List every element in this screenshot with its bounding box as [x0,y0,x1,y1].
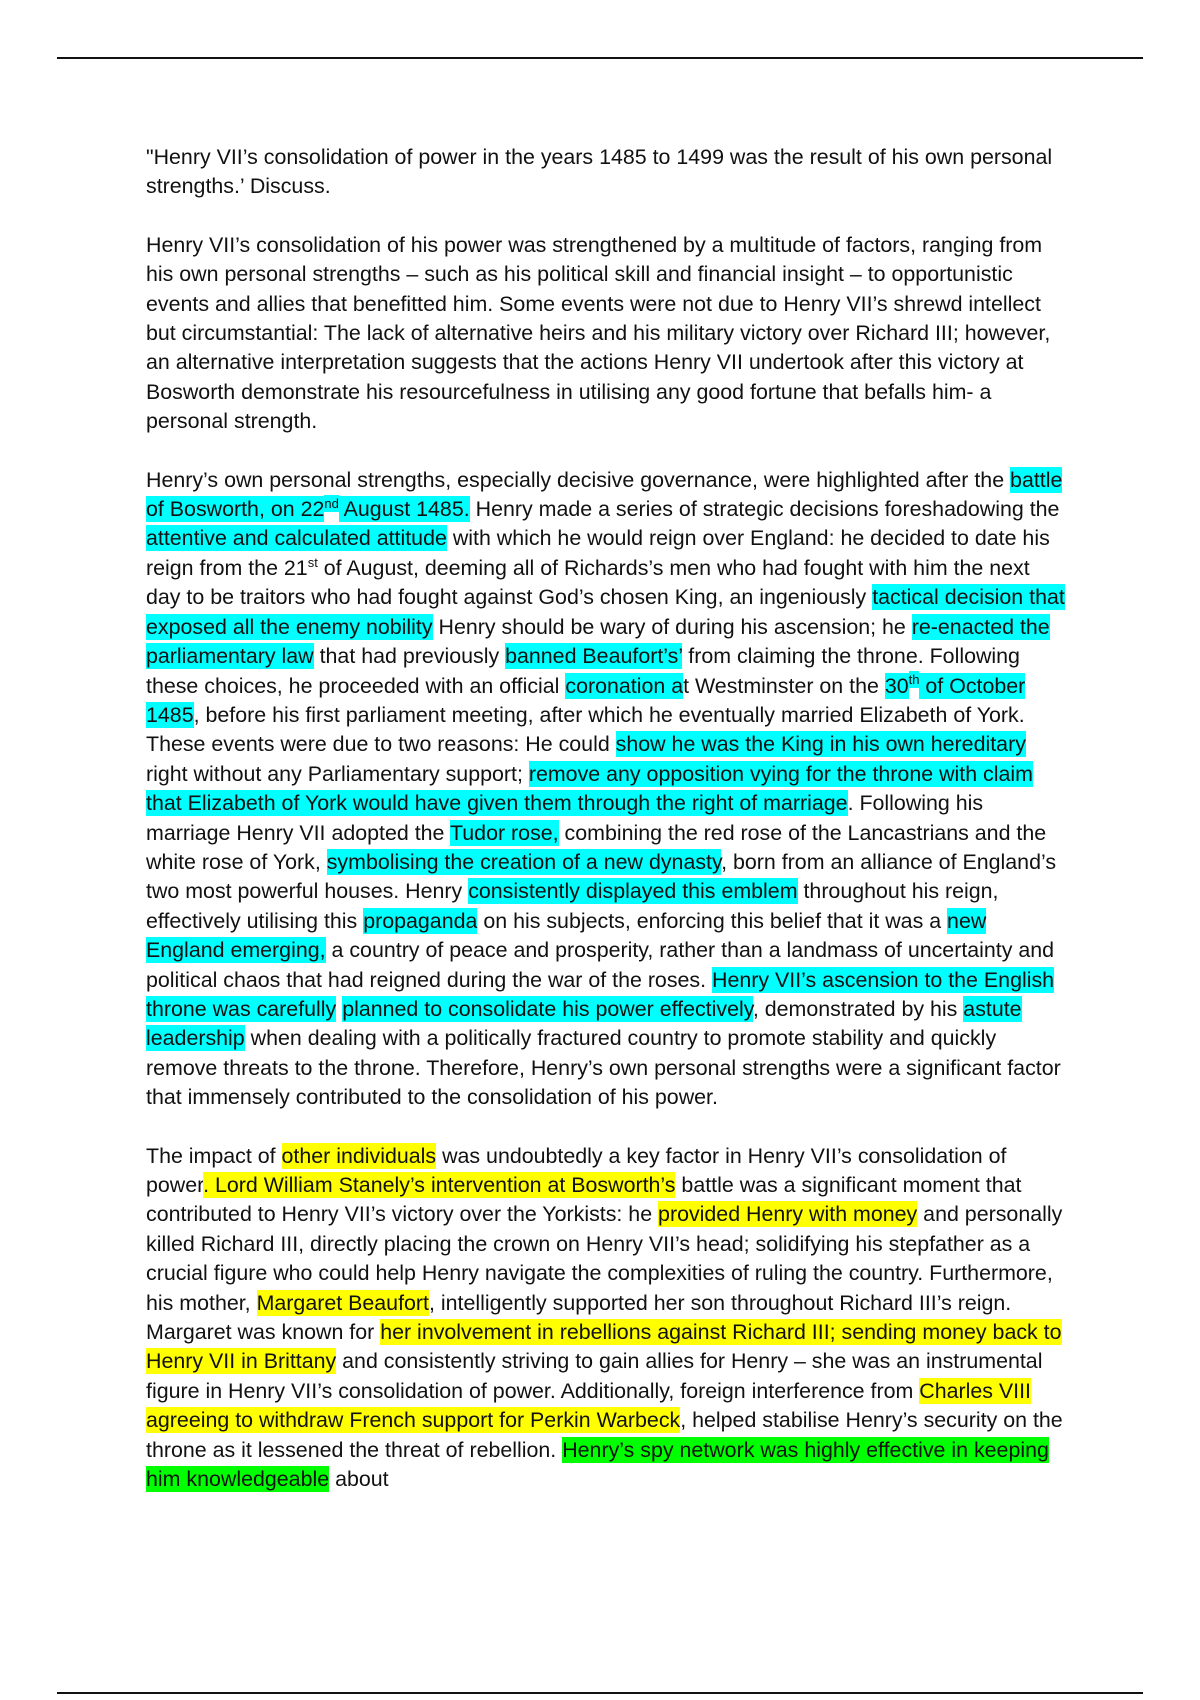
text-run: on his subjects, enforcing this belief that it was a [477,908,948,933]
highlight-yellow: . Lord William Stanely’s intervention at Bosworth’s [203,1173,676,1197]
highlight-cyan: August 1485. [338,497,470,522]
highlight-cyan: re-enacted the parliamentary law [146,614,1050,669]
text-run: , intelligently supported her son throughout Richard III’s reign. Margaret was known for [146,1290,1012,1345]
highlight-cyan-superscript: th [908,672,920,688]
header-rule [57,57,1143,59]
text-run: of August, deeming all of Richards’s men who had fought with him the next day to be traitors who had fought against God’s chosen King, an ingeniously [146,555,1030,610]
highlight-cyan: banned Beaufort’s’ [505,644,683,669]
highlight-cyan: tactical decision that exposed all the enemy nobility [146,585,1065,639]
text-run: that had previously [313,644,506,669]
superscript: st [307,554,318,570]
highlight-cyan-superscript: nd [324,495,339,511]
highlight-yellow: provided Henry with money [658,1202,918,1227]
text-run: throughout his reign, effectively utilising this [146,879,999,933]
highlight-cyan: symbolising the creation of a new dynasty [326,849,722,874]
highlight-cyan: astute leadership [146,996,1022,1051]
text-run: with which he would reign over England: he decided to date his reign from the 21 [146,526,1050,580]
highlight-yellow: her involvement in rebellions against Richard III; sending money back to Henry VII in Brittany [146,1320,1062,1374]
text-run: was undoubtedly a key factor in Henry VII’s consolidation of power [146,1143,1007,1197]
text-run: from claiming the throne. Following these choices, he proceeded with an official [146,644,1020,698]
highlight-cyan: of October 1485 [146,673,1026,727]
other-individuals-paragraph [146,1142,1070,1495]
highlight-cyan: planned to consolidate his power effectively [342,996,753,1021]
highlight-yellow: Charles VIII agreeing to withdraw French support for Perkin Warbeck [146,1378,1031,1433]
text-run: The impact of [146,1143,282,1168]
highlight-yellow: Margaret Beaufort [256,1290,429,1315]
text-run: t Westminster on the [683,673,885,698]
highlight-yellow: other individuals [281,1143,437,1168]
highlight-cyan: propaganda [363,908,478,933]
footer-rule [57,1692,1143,1694]
text-run: , before his first parliament meeting, after which he eventually married Elizabeth of York. These events were due to two reasons: He could [146,702,1025,757]
highlight-cyan: Henry VII’s ascension to the English throne was carefully [146,967,1055,1021]
text-run: and consistently striving to gain allies for Henry – she was an instrumental figure in Henry VII’s consolidation of power. Additionally, foreign interference from [146,1349,1043,1403]
highlight-cyan: battle of Bosworth, on 22 [146,467,1063,522]
text-run: , demonstrated by his [752,996,964,1021]
personal-strengths-paragraph [146,466,1070,1113]
text-run: . Following his marriage Henry VII adopted the [146,791,984,845]
text-run: a country of peace and prosperity, rather than a landmass of uncertainty and political chaos that had reigned during the war of the roses. [146,938,1055,992]
document-body [146,143,1070,1523]
highlight-cyan: 30 [884,673,909,698]
text-run: Henry should be wary of during his ascension; he [432,614,912,639]
text-run: Henry VII’s consolidation of his power was strengthened by a multitude of factors, ranging from his own personal strengths – such as his political skill and financial insight – to opportunistic events and allies that benefitted him. Some events were not due to Henry VII’s shrewd intellect but circumstantial: The lack of alternative heirs and his military victory over Richard III; however, an alternative interpretation suggests that the actions Henry VII undertook after this victory at Bosworth demonstrate his resourcefulness in utilising any good fortune that befalls him- a personal strength. [146,232,1051,434]
text-run: combining the red rose of the Lancastrians and the white rose of York, [146,820,1047,874]
highlight-green: Henry’s spy network was highly effective in keeping him knowledgeable [146,1437,1049,1492]
highlight-cyan: coronation a [565,673,684,698]
highlight-cyan: consistently displayed this emblem [468,879,798,904]
intro-paragraph [146,231,1070,437]
text-run: about [329,1467,389,1492]
text-run: when dealing with a politically fractured country to promote stability and quickly remove threats to the throne. Therefore, Henry’s own personal strengths were a significant factor that immensely contributed to the consolidation of his power. [146,1026,1061,1110]
text-run: battle was a significant moment that contributed to Henry VII’s victory over the Yorkists: he [146,1173,1022,1227]
essay-question: "Henry VII’s consolidation of power in the years 1485 to 1499 was the result of his own personal strengths.’ Discuss. [146,145,1053,199]
essay-paragraphs [146,231,1070,1495]
highlight-cyan: attentive and calculated attitude [146,526,447,551]
text-run: Henry’s own personal strengths, especially decisive governance, were highlighted after the [146,467,1011,492]
text-run: Henry made a series of strategic decisions foreshadowing the [469,497,1060,522]
text-run: , born from an alliance of England’s two most powerful houses. Henry [146,849,1057,904]
highlight-cyan: new England emerging, [146,908,987,963]
highlight-cyan: show he was the King in his own hereditary [615,732,1026,757]
highlight-cyan: remove any opposition vying for the throne with claim that Elizabeth of York would have given them through the right of marriage [146,761,1033,816]
highlight-cyan: Tudor rose, [450,820,559,845]
text-run: right without any Parliamentary support; [146,761,529,786]
text-run: and personally killed Richard III, directly placing the crown on Henry VII’s head; solidifying his stepfather as a crucial figure who could help Henry navigate the complexities of ruling the country. Furthermore, his mother, [146,1202,1063,1315]
text-run: , helped stabilise Henry’s security on the throne as it lessened the threat of rebellion. [146,1408,1063,1462]
